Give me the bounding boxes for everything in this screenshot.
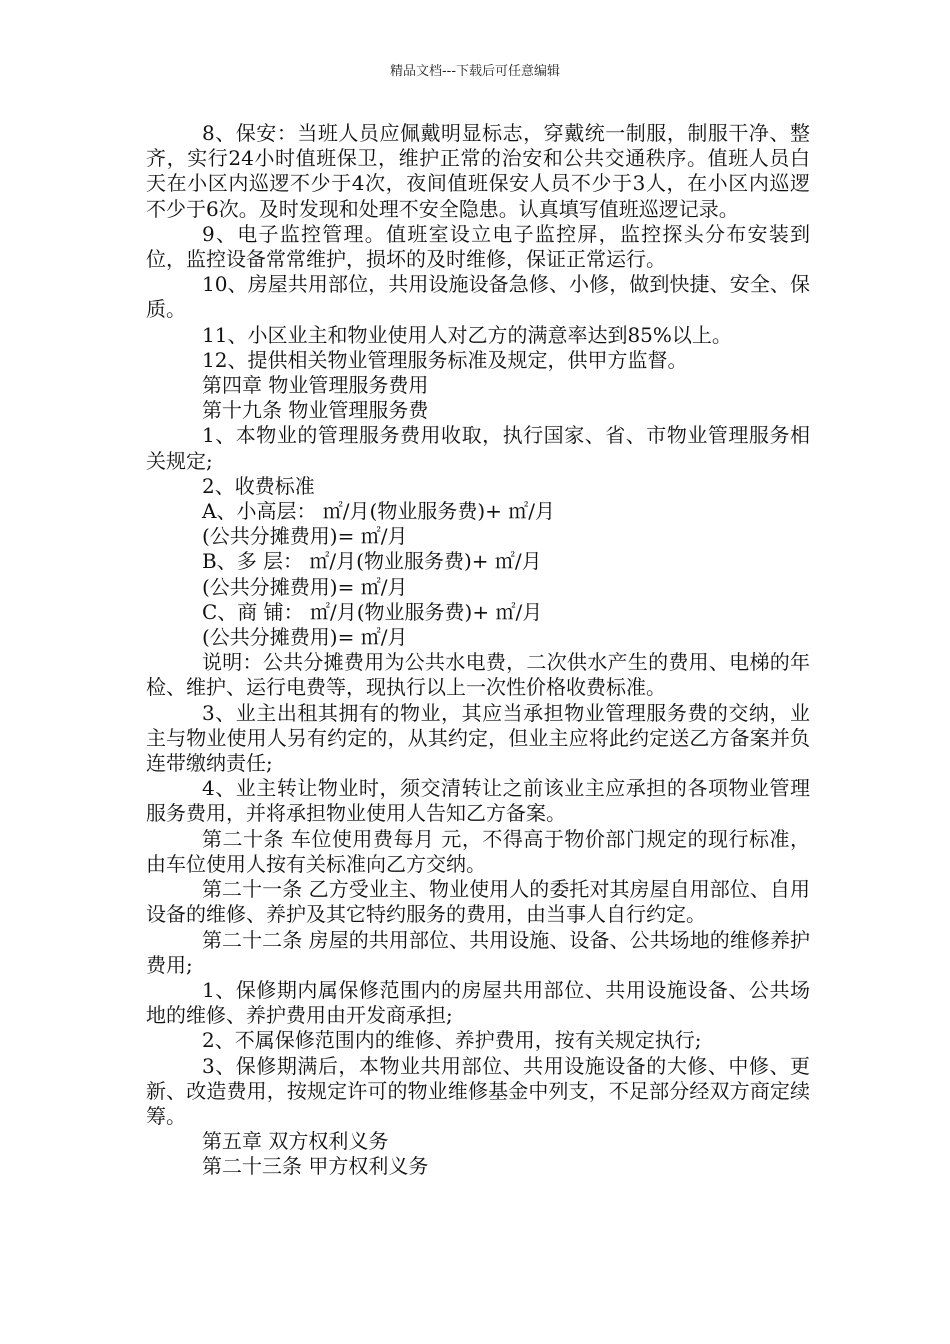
paragraph-satisfaction: 11、小区业主和物业使用人对乙方的满意率达到85%以上。: [202, 322, 732, 347]
paragraph-monitoring: 9、电子监控管理。值班室设立电子监控屏，监控探头分布安装到位，监控设备常常维护，损坏的及时维修，保证正常运行。: [146, 221, 810, 272]
document-body: [146, 121, 810, 1180]
list-item: 4、业主转让物业时，须交清转让之前该业主应承担的各项物业管理服务费用，并将承担物业使用人告知乙方备案。: [146, 776, 810, 826]
article-22: 第二十二条 房屋的共用部位、共用设施、设备、公共场地的维修养护费用;: [146, 927, 810, 977]
paragraph-note: 说明：公共分摊费用为公共水电费，二次供水产生的费用、电梯的年检、维护、运行电费等，现执行以上一次性价格收费标准。: [146, 650, 810, 700]
list-item: 3、保修期满后，本物业共用部位、共用设施设备的大修、中修、更新、改造费用，按规定许可的物业维修基金中列支，不足部分经双方商定续筹。: [146, 1053, 810, 1128]
page-header: 精品文档---下载后可任意编辑: [389, 64, 561, 79]
fee-line-b: B、多 层： ㎡/月(物业服务费)+ ㎡/月: [202, 549, 542, 574]
chapter-heading-5: 第五章 双方权利义务: [202, 1129, 389, 1154]
chapter-heading-4: 第四章 物业管理服务费用: [202, 373, 429, 398]
list-item: 1、保修期内属保修范围内的房屋共用部位、共用设施设备、公共场地的维修、养护费用由开发商承担;: [146, 977, 810, 1028]
paragraph-security: 8、保安：当班人员应佩戴明显标志，穿戴统一制服，制服干净、整齐，实行24小时值班保卫，维护正常的治安和公共交通秩序。值班人员白天在小区内巡逻不少于4次，夜间值班保安人员不少于3人，在小区内巡逻不少于6次。及时发现和处理不安全隐患。认真填写值班巡逻记录。: [146, 121, 810, 221]
article-21: 第二十一条 乙方受业主、物业使用人的委托对其房屋自用部位、自用设备的维修、养护及其它特约服务的费用，由当事人自行约定。: [146, 877, 810, 927]
fee-line-b-cont: (公共分摊费用)= ㎡/月: [202, 574, 408, 599]
list-item: 2、不属保修范围内的维修、养护费用，按有关规定执行;: [202, 1028, 702, 1053]
article-heading-19: 第十九条 物业管理服务费: [202, 398, 429, 423]
fee-line-c: C、商 铺： ㎡/月(物业服务费)+ ㎡/月: [202, 599, 543, 624]
paragraph-standards: 12、提供相关物业管理服务标准及规定，供甲方监督。: [202, 347, 688, 372]
list-item: 3、业主出租其拥有的物业，其应当承担物业管理服务费的交纳，业主与物业使用人另有约定的，从其约定，但业主应将此约定送乙方备案并负连带缴纳责任;: [146, 700, 810, 776]
article-heading-23: 第二十三条 甲方权利义务: [202, 1154, 429, 1179]
list-item: 1、本物业的管理服务费用收取，执行国家、省、市物业管理服务相关规定;: [146, 423, 810, 473]
fee-line-a: A、小高层： ㎡/月(物业服务费)+ ㎡/月: [202, 499, 555, 524]
paragraph-repairs: 10、房屋共用部位，共用设施设备急修、小修，做到快捷、安全、保质。: [146, 272, 810, 322]
fee-line-a-cont: (公共分摊费用)= ㎡/月: [202, 524, 408, 549]
article-20: 第二十条 车位使用费每月 元，不得高于物价部门规定的现行标准，由车位使用人按有关标准向乙方交纳。: [146, 826, 810, 876]
fee-line-c-cont: (公共分摊费用)= ㎡/月: [202, 625, 408, 650]
list-item: 2、收费标准: [202, 473, 315, 498]
